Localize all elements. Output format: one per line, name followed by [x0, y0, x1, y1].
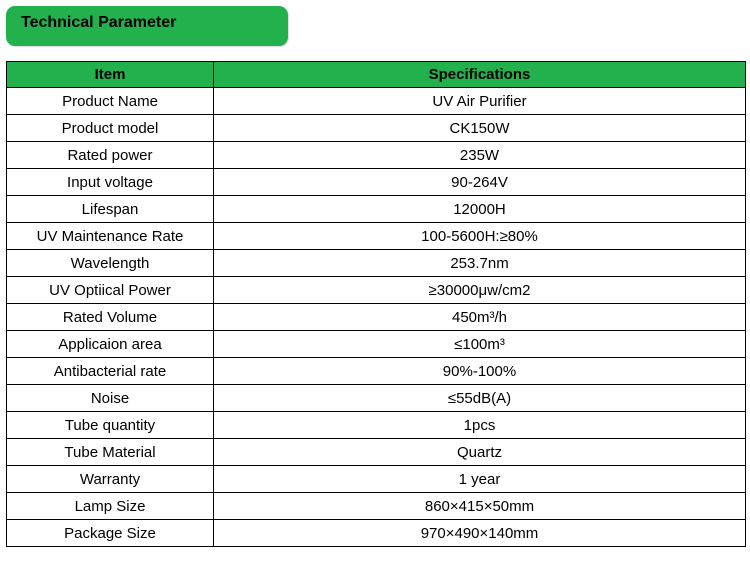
item-cell: Package Size — [7, 520, 214, 547]
table-row — [7, 250, 746, 277]
item-cell: UV Optiical Power — [7, 277, 214, 304]
item-cell: Tube quantity — [7, 412, 214, 439]
item-cell: Applicaion area — [7, 331, 214, 358]
table-row — [7, 439, 746, 466]
spec-cell: 450m³/h — [214, 304, 746, 331]
table-row — [7, 466, 746, 493]
item-cell: Input voltage — [7, 169, 214, 196]
section-title-box — [6, 6, 288, 46]
table-row — [7, 493, 746, 520]
spec-cell: 90-264V — [214, 169, 746, 196]
spec-cell: 100-5600H:≥80% — [214, 223, 746, 250]
spec-cell: 860×415×50mm — [214, 493, 746, 520]
spec-cell: ≤55dB(A) — [214, 385, 746, 412]
item-cell: Noise — [7, 385, 214, 412]
item-cell: Lifespan — [7, 196, 214, 223]
table-row — [7, 88, 746, 115]
column-header-item: Item — [7, 62, 214, 88]
table-header-row — [7, 62, 746, 88]
table-row — [7, 115, 746, 142]
spec-cell: 970×490×140mm — [214, 520, 746, 547]
table-row — [7, 169, 746, 196]
spec-cell: 253.7nm — [214, 250, 746, 277]
item-cell: Warranty — [7, 466, 214, 493]
item-cell: Product model — [7, 115, 214, 142]
table-row — [7, 520, 746, 547]
spec-cell: Quartz — [214, 439, 746, 466]
spec-cell: 235W — [214, 142, 746, 169]
table-row — [7, 412, 746, 439]
table-row — [7, 277, 746, 304]
item-cell: Wavelength — [7, 250, 214, 277]
spec-cell: 1 year — [214, 466, 746, 493]
item-cell: Rated power — [7, 142, 214, 169]
table-row — [7, 142, 746, 169]
spec-cell: CK150W — [214, 115, 746, 142]
table-row — [7, 196, 746, 223]
item-cell: Lamp Size — [7, 493, 214, 520]
spec-cell: 1pcs — [214, 412, 746, 439]
item-cell: UV Maintenance Rate — [7, 223, 214, 250]
table-row — [7, 358, 746, 385]
table-row — [7, 385, 746, 412]
table-row — [7, 223, 746, 250]
item-cell: Product Name — [7, 88, 214, 115]
spec-cell: ≥30000μw/cm2 — [214, 277, 746, 304]
spec-cell: 90%-100% — [214, 358, 746, 385]
spec-table — [6, 61, 746, 547]
spec-cell: ≤100m³ — [214, 331, 746, 358]
table-row — [7, 331, 746, 358]
item-cell: Tube Material — [7, 439, 214, 466]
column-header-specifications: Specifications — [214, 62, 746, 88]
table-row — [7, 304, 746, 331]
section-title: Technical Parameter — [21, 14, 177, 31]
item-cell: Antibacterial rate — [7, 358, 214, 385]
spec-cell: UV Air Purifier — [214, 88, 746, 115]
spec-cell: 12000H — [214, 196, 746, 223]
item-cell: Rated Volume — [7, 304, 214, 331]
